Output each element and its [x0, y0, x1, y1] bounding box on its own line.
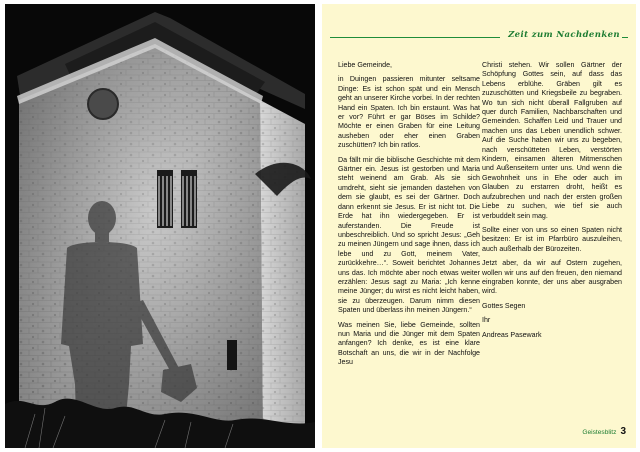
paragraph: Sollte einer von uns so einen Spaten nicht besitzen: Er ist im Pfarrbüro auszuleihen, auch außerhalb der Bürozeiten.	[482, 225, 622, 253]
church-tower-photo	[5, 4, 315, 448]
greeting: Liebe Gemeinde,	[338, 61, 393, 69]
church-shadow-image	[5, 4, 315, 448]
section-header: Zeit zum Nachdenken	[500, 30, 622, 40]
paragraph: Da fällt mir die biblische Geschichte mit dem Gärtner ein. Jesus ist gestorben und Maria steht weinend am Grab. Als sie sich umdreht, sieht sie jemanden dastehen von dem sie glaubt, es sei der Gärtner. Doch dann erkennt sie Jesus. Er ist nicht tot. Die Erde hat ihn wiedergegeben. Er ist auferstanden. Die Freude ist unbeschreiblich. Und so spricht Jesus: „Geh zu meinen Jüngern und sage ihnen, dass ich lebe und zu Gott, meinem Vater, zurückkehre…“. Soweit berichtet Johannes uns das. Ich möchte aber noch etwas weiter erzählen: Jesus sagt zu Maria: „Ich kenne meine Jünger; du wirst es nicht leicht haben, sie zu überzeugen. Darum nimm diesen Spaten und überlass ihn meinen Jüngern.“	[338, 155, 480, 315]
author-signature: Andreas Pasewark	[482, 330, 542, 339]
paragraph: in Duingen passieren mitunter seltsame Dinge: Es ist schon spät und ein Mensch geht an unserer Kirche vorbei. In der rechten Hand ein Spaten. Ich bin erstaunt. Was hat er vor? Führt er gar Böses im Schilde? Möchte er einen Graben für eine Leitung ausheben oder eher einen Graben zuschütten? Ich bin ratlos.	[338, 75, 480, 150]
closing-blessing: Gottes Segen	[482, 301, 526, 310]
paragraph: Was meinen Sie, liebe Gemeinde, sollten nun Maria und die Jünger mit dem Spaten anfangen? Ich denke, es ist eine klare Botschaft an uns, die wir in der Nachfolge Jesu	[338, 320, 480, 367]
paragraph: Jetzt aber, da wir auf Ostern zugehen, wollen wir uns auf den freuen, den niemand eingraben konnte, der uns aber ausgraben wird.	[482, 259, 622, 296]
column-right	[482, 61, 622, 345]
magazine-name: Geistesblitz	[582, 429, 617, 436]
page-footer	[582, 426, 626, 437]
closing-ihr: Ihr	[482, 316, 491, 325]
column-left	[338, 61, 480, 373]
paragraph: Christi stehen. Wir sollen Gärtner der Schöpfung Gottes sein, auf dass das Lebens erblühe. Gräben gilt es zuzuschütten und Kriegsbeile zu begraben. Wo tun sich nicht überall Fallgruben auf quer durch Familien, Nachbarschaften und Gemeinden. Schaffen Leid und Trauer und machen uns das Leben unendlich schwer. Auf die Suche haben wir uns zu begeben, nach verschütteten Leben, verstörten Kindern, einsamen älteren Mitmenschen und Außenseitern unter uns. Und wenn die Gewohnheit uns in Ehe oder auch im Glauben zu erstarren droht, heißt es aufzubrechen und nach der ersten großen Liebe zu suchen, wie tief sie auch verbuddelt sein mag.	[482, 61, 622, 220]
text-page	[322, 4, 636, 448]
page-number: 3	[620, 426, 626, 437]
